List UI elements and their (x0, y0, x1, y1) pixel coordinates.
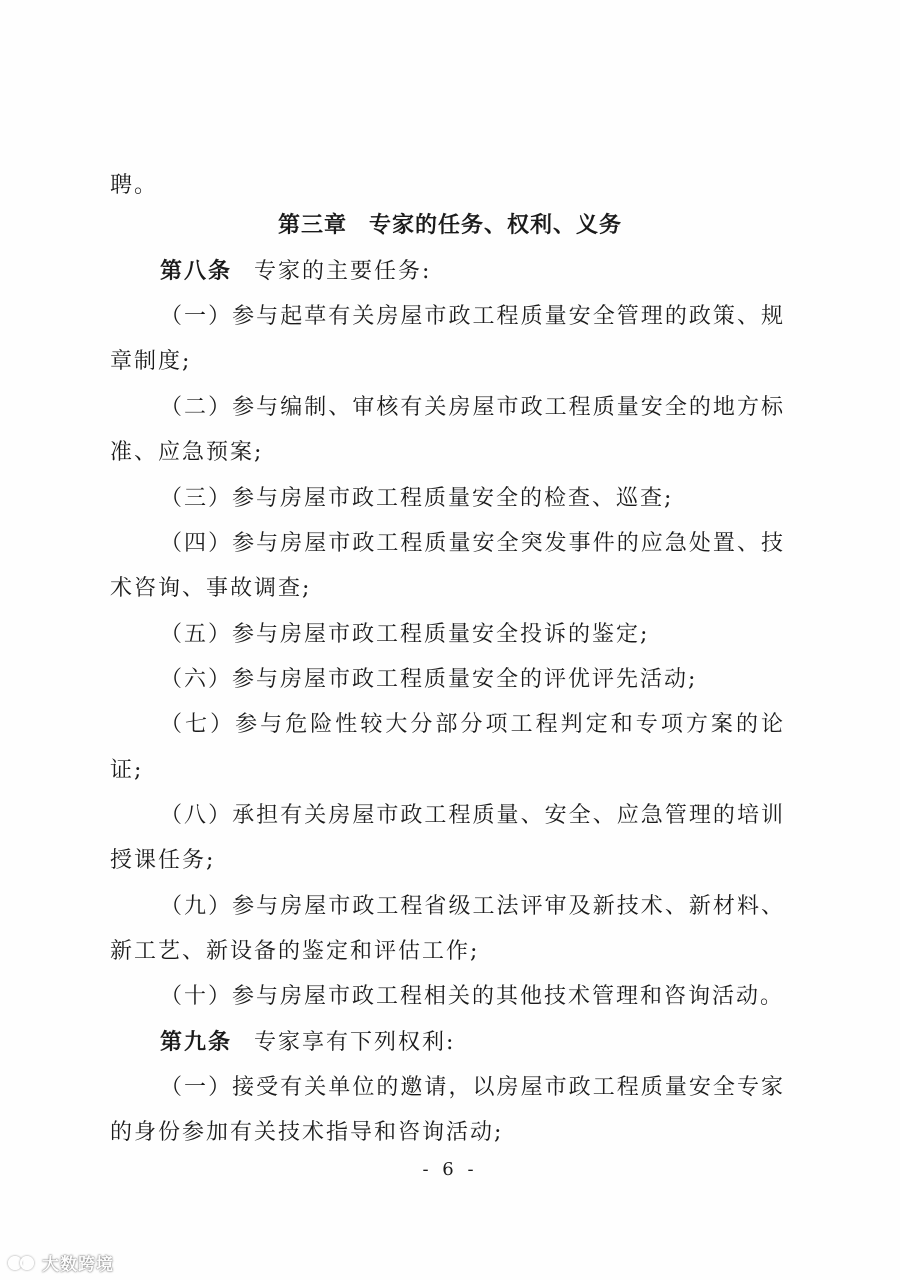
page-number: - 6 - (422, 1159, 478, 1180)
task-item-8-line-2: 授课任务; (110, 848, 216, 873)
task-item-9-line-1: （九）参与房屋市政工程省级工法评审及新技术、新材料、 (160, 894, 785, 919)
watermark (8, 1250, 114, 1274)
task-item-4-line-2: 术咨询、事故调查; (110, 576, 312, 601)
task-item-10: （十）参与房屋市政工程相关的其他技术管理和咨询活动。 (160, 984, 785, 1009)
task-item-9-line-2: 新工艺、新设备的鉴定和评估工作; (110, 939, 480, 964)
task-item-3: （三）参与房屋市政工程质量安全的检查、巡查; (160, 486, 674, 511)
task-item-8-line-1: （八）承担有关房屋市政工程质量、安全、应急管理的培训 (160, 803, 785, 828)
task-item-2-line-1: （二）参与编制、审核有关房屋市政工程质量安全的地方标 (160, 395, 785, 420)
article-9 (160, 1028, 455, 1058)
right-item-1-line-1: （一）接受有关单位的邀请，以房屋市政工程质量安全专家 (160, 1075, 785, 1100)
paragraph-fragment: 聘。 (110, 173, 159, 198)
chapter-title (110, 211, 790, 241)
article-8-label: 第八条 (160, 259, 233, 284)
task-item-6: （六）参与房屋市政工程质量安全的评优评先活动; (160, 667, 698, 692)
article-9-text: 专家享有下列权利: (254, 1030, 456, 1055)
chapter-number: 第三章 (277, 213, 347, 238)
task-item-2-line-2: 准、应急预案; (110, 440, 264, 465)
article-8-text: 专家的主要任务: (254, 259, 432, 284)
task-item-1-line-1: （一）参与起草有关房屋市政工程质量安全管理的政策、规 (160, 304, 785, 329)
task-item-4-line-1: （四）参与房屋市政工程质量安全突发事件的应急处置、技 (160, 531, 785, 556)
task-item-7-line-2: 证; (110, 758, 144, 783)
watermark-text: 大数跨境 (42, 1254, 114, 1275)
chapter-heading: 专家的任务、权利、义务 (369, 213, 623, 238)
watermark-logo-icon (8, 1253, 38, 1271)
task-item-5: （五）参与房屋市政工程质量安全投诉的鉴定; (160, 622, 650, 647)
right-item-1-line-2: 的身份参加有关技术指导和咨询活动; (110, 1120, 504, 1145)
task-item-1-line-2: 章制度; (110, 349, 192, 374)
article-9-label: 第九条 (160, 1030, 233, 1055)
article-8 (160, 257, 431, 287)
task-item-7-line-1: （七）参与危险性较大分部分项工程判定和专项方案的论 (160, 712, 785, 737)
